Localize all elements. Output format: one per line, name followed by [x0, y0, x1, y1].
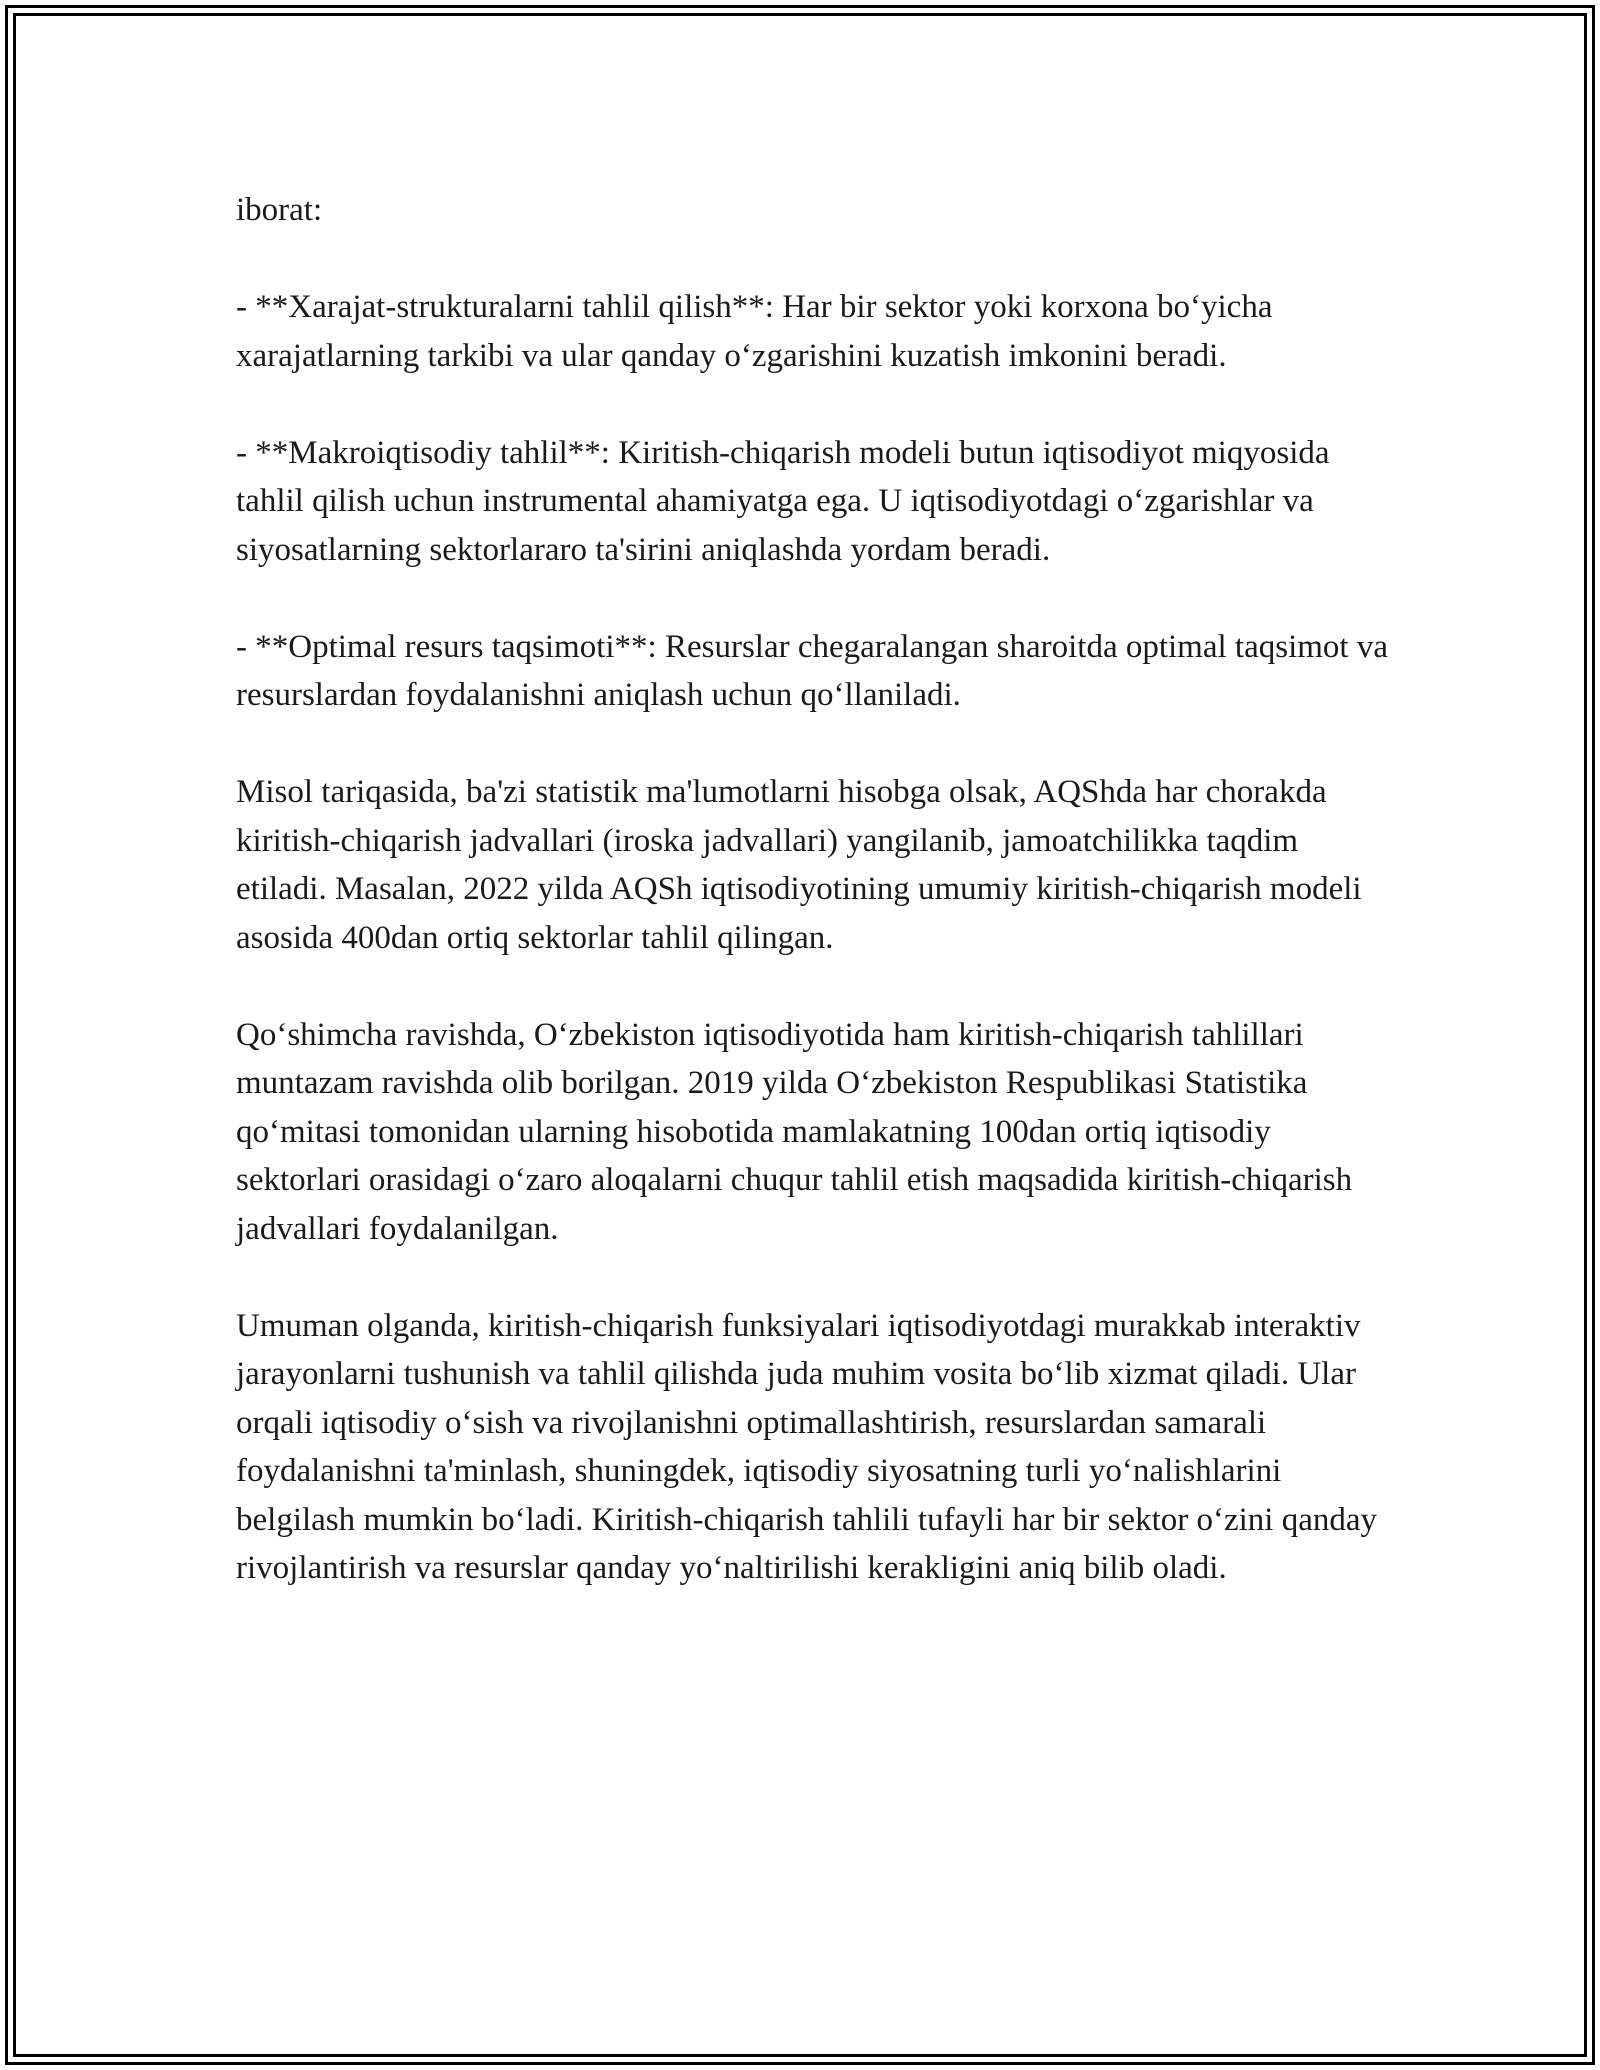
paragraph-usa-example: Misol tariqasida, ba'zi statistik ma'lumotlarni hisobga olsak, AQShda har chorakda kiritish-chiqarish jadvallari (iroska jadvallari) yangilanib, jamoatchilikka taqdim etiladi. Masalan, 2022 yilda AQSh iqtisodiyotining umumiy kiritish-chiqarish modeli asosida 400dan ortiq sektorlar tahlil qilingan. [236, 774, 1362, 956]
paragraph-intro: iborat: [236, 192, 323, 228]
paragraph-conclusion: Umuman olganda, kiritish-chiqarish funksiyalari iqtisodiyotdagi murakkab interaktiv jarayonlarni tushunish va tahlil qilishda juda muhim vosita bo‘lib xizmat qiladi. Ular orqali iqtisodiy o‘sish va rivojlanishni optimallashtirish, resurslardan samarali foydalanishni ta'minlash, shuningdek, iqtisodiy siyosatning turli yo‘nalishlarini belgilash mumkin bo‘ladi. Kiritish-chiqarish tahlili tufayli har bir sektor o‘zini qanday rivojlantirish va resurslar qanday yo‘naltirilishi kerakligini aniq bilib oladi. [236, 1307, 1377, 1586]
paragraph-uzbekistan-example: Qo‘shimcha ravishda, O‘zbekiston iqtisodiyotida ham kiritish-chiqarish tahlillari muntazam ravishda olib borilgan. 2019 yilda O‘zbekiston Respublikasi Statistika qo‘mitasi tomonidan ularning hisobotida mamlakatning 100dan ortiq iqtisodiy sektorlari orasidagi o‘zaro aloqalarni chuqur tahlil etish maqsadida kiritish-chiqarish jadvallari foydalanilgan. [236, 1016, 1353, 1247]
bullet-optimal-allocation: - **Optimal resurs taqsimoti**: Resurslar chegaralangan sharoitda optimal taqsimot va resurslardan foydalanishni aniqlash uchun qo‘llaniladi. [236, 628, 1388, 713]
bullet-macroeconomic-analysis: - **Makroiqtisodiy tahlil**: Kiritish-chiqarish modeli butun iqtisodiyot miqyosida tahlil qilish uchun instrumental ahamiyatga ega. U iqtisodiyotdagi o‘zgarishlar va siyosatlarning sektorlararo ta'sirini aniqlashda yordam beradi. [236, 434, 1330, 568]
bullet-cost-structure: - **Xarajat-strukturalarni tahlil qilish**: Har bir sektor yoki korxona bo‘yicha xarajatlarning tarkibi va ular qanday o‘zgarishini kuzatish imkonini beradi. [236, 289, 1273, 374]
document-body [236, 186, 1396, 1641]
